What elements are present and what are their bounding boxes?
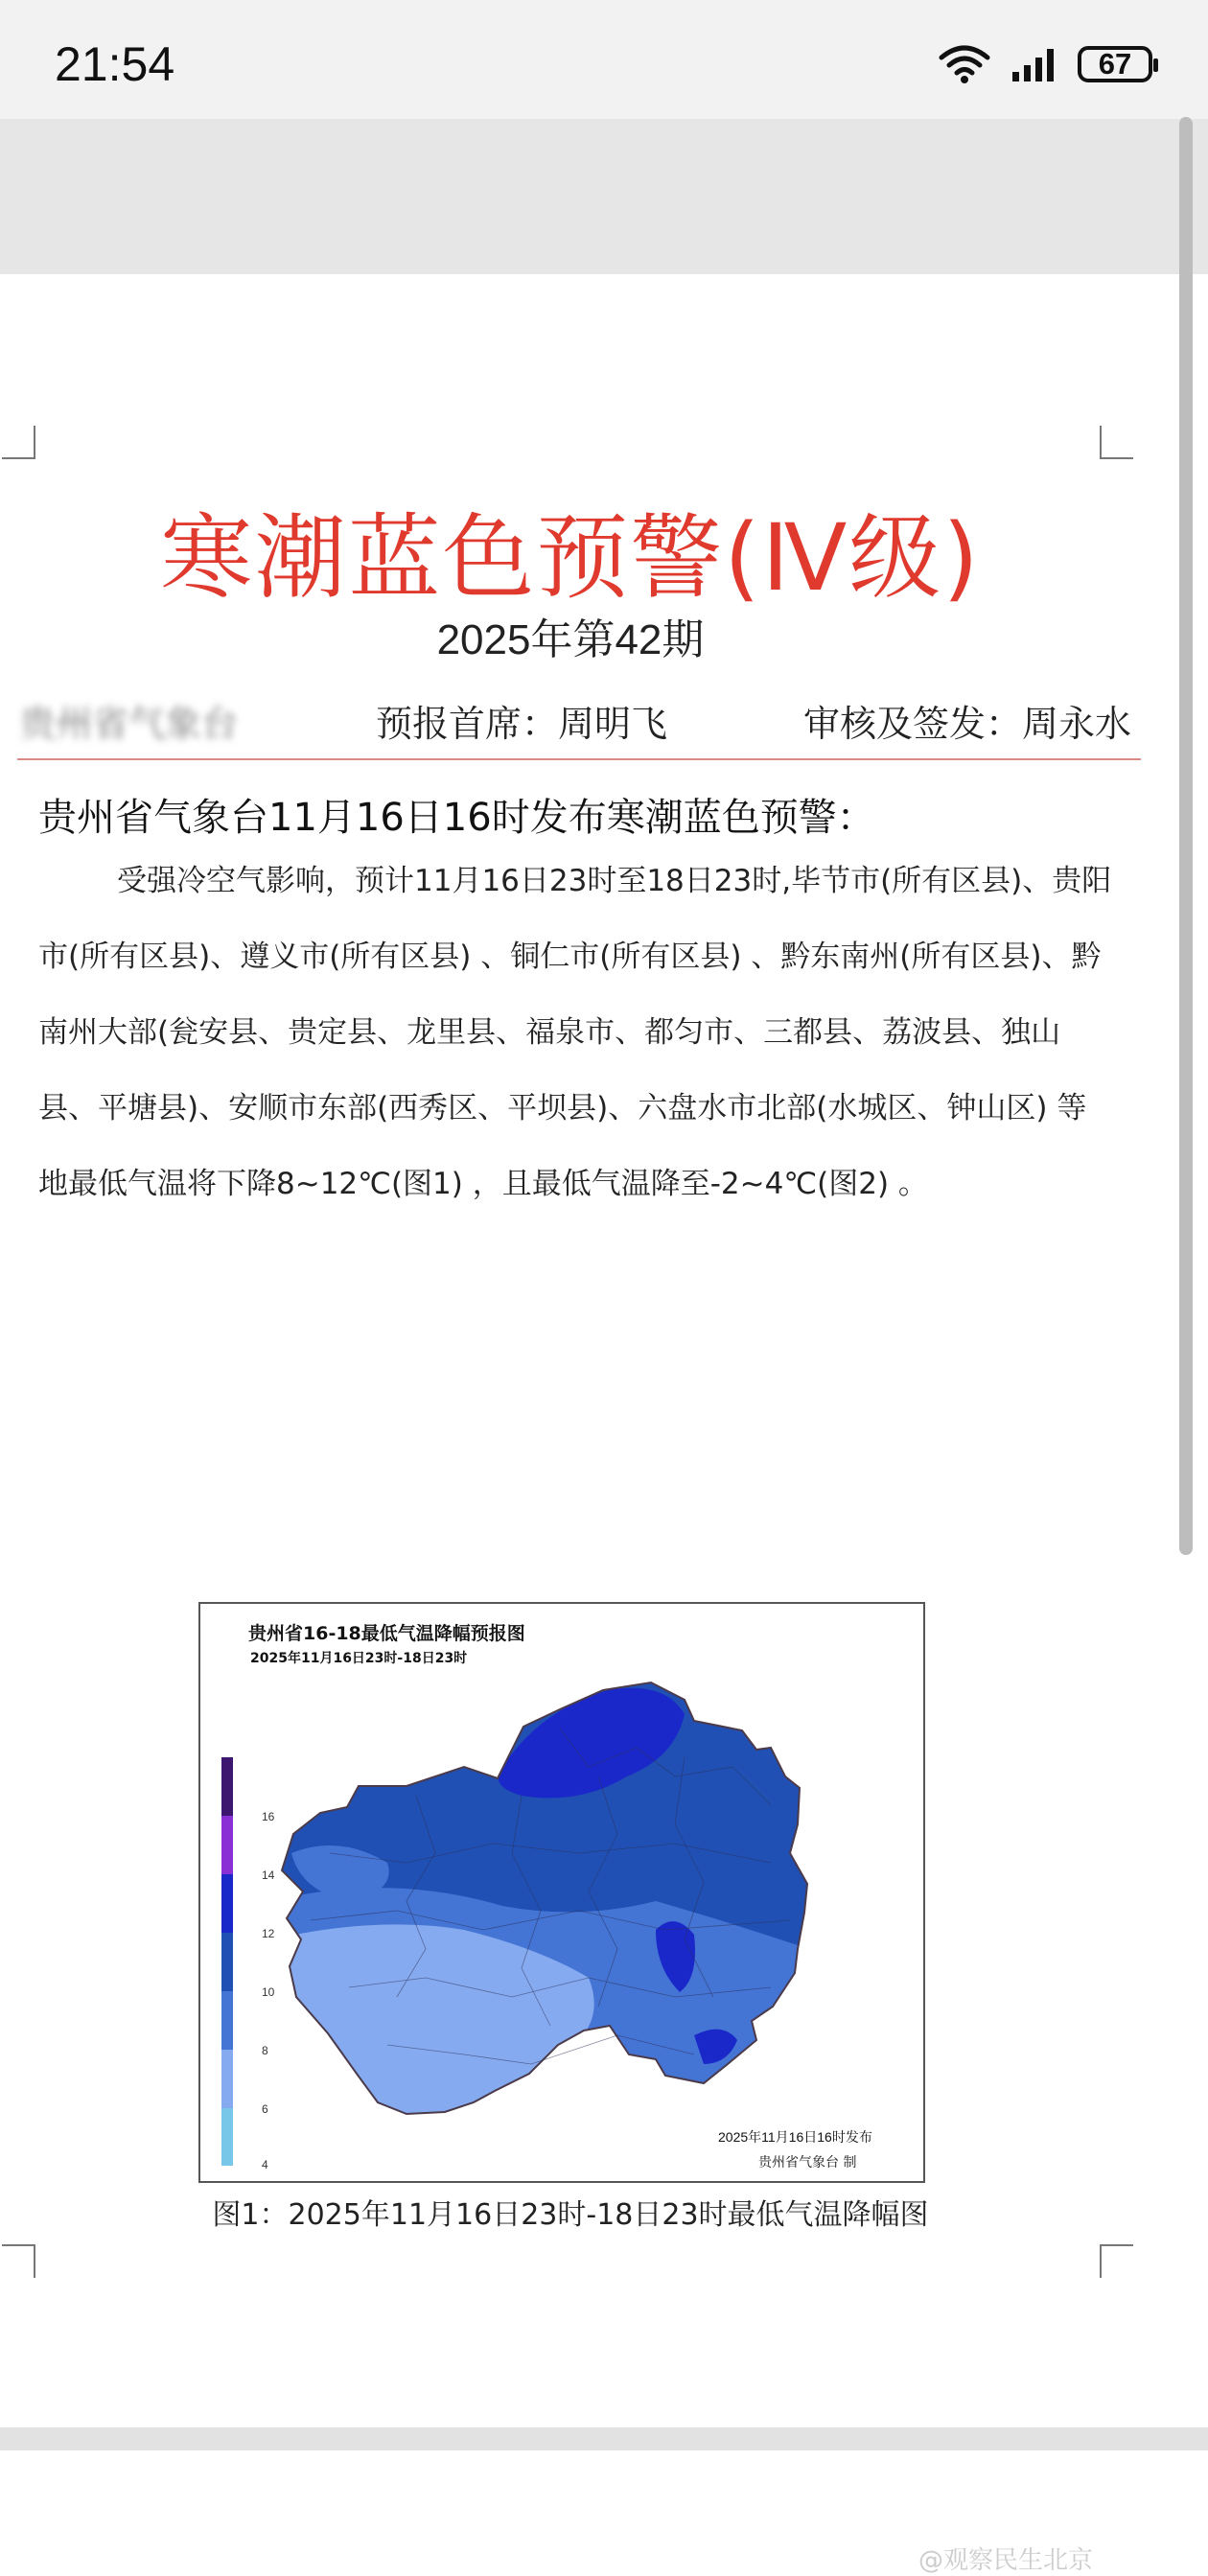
figure-subtitle: 2025年11月16日23时-18日23时 [250, 1651, 468, 1666]
header-divider [17, 758, 1141, 760]
viewer-toolbar [0, 119, 1208, 274]
legend-label: 4 [262, 2158, 268, 2171]
warning-paragraph: 受强冷空气影响，预计11月16日23时至18日23时,毕节市(所有区县)、贵阳市(所有区县)、遵义市(所有区县) 、铜仁市(所有区县) 、黔东南州(所有区县)、黔南州大部(瓮安县、贵定县、龙里县、福泉市、都匀市、三都县、荔波县、独山县、平塘县)、安顺市东部(西秀区、平坝县)、六盘水市北部(水城区、钟山区) 等地最低气温将下降8~12℃(图1) ，且最低气温降至-2~4℃(图2) 。 [38, 864, 1112, 1201]
battery-indicator: 67 [1078, 46, 1152, 82]
chief-forecaster: 预报首席：周明飞 [376, 703, 668, 745]
legend-band-6 [221, 2050, 233, 2108]
meta-row [19, 694, 1131, 748]
scrollbar-thumb[interactable] [1179, 117, 1193, 1555]
lead-sentence: 贵州省气象台11月16日16时发布寒潮蓝色预警： [38, 796, 875, 840]
reviewer-signer: 审核及签发：周永水 [802, 703, 1131, 745]
legend-band-14 [221, 1816, 233, 1874]
signal-icon [1011, 45, 1058, 83]
document-page [0, 274, 1191, 2427]
crop-mark-bottom-left [2, 2243, 36, 2278]
legend-label: 16 [262, 1810, 275, 1823]
map-band-6-southwest [272, 1924, 594, 2141]
legend-label: 6 [262, 2102, 268, 2116]
figure-issue-date: 2025年11月16日16时发布 [718, 2129, 872, 2145]
issue-number: 2025年第42期 [436, 616, 705, 663]
status-icons [938, 44, 1152, 84]
guizhou-temperature-map [272, 1661, 905, 2141]
warning-title: 寒潮蓝色预警(Ⅳ级) [160, 504, 981, 612]
issuing-unit-blurred: 贵州省气象台 [19, 703, 239, 745]
watermark: @观察民生北京 [918, 2546, 1094, 2575]
crop-mark-bottom-right [1099, 2243, 1133, 2278]
legend-label: 12 [262, 1927, 275, 1940]
crop-mark-top-right [1099, 426, 1133, 460]
temperature-drop-map-figure [198, 1602, 925, 2183]
legend-band-4 [221, 2108, 233, 2166]
page-separator [0, 2427, 1208, 2450]
legend-band-16 [221, 1757, 233, 1816]
wifi-icon [938, 44, 991, 84]
figure-caption: 图1：2025年11月16日23时-18日23时最低气温降幅图 [212, 2198, 929, 2232]
figure-issuer: 贵州省气象台 制 [758, 2155, 857, 2170]
legend-label: 10 [262, 1985, 275, 1999]
status-bar [0, 0, 1208, 119]
clock: 21:54 [55, 37, 175, 91]
figure-title: 贵州省16-18最低气温降幅预报图 [248, 1623, 525, 1644]
color-legend [221, 1757, 275, 2171]
crop-mark-top-left [2, 426, 36, 460]
legend-band-12 [221, 1874, 233, 1933]
legend-band-8 [221, 1991, 233, 2050]
legend-label: 8 [262, 2044, 268, 2057]
legend-band-10 [221, 1933, 233, 1991]
legend-label: 14 [262, 1868, 275, 1882]
